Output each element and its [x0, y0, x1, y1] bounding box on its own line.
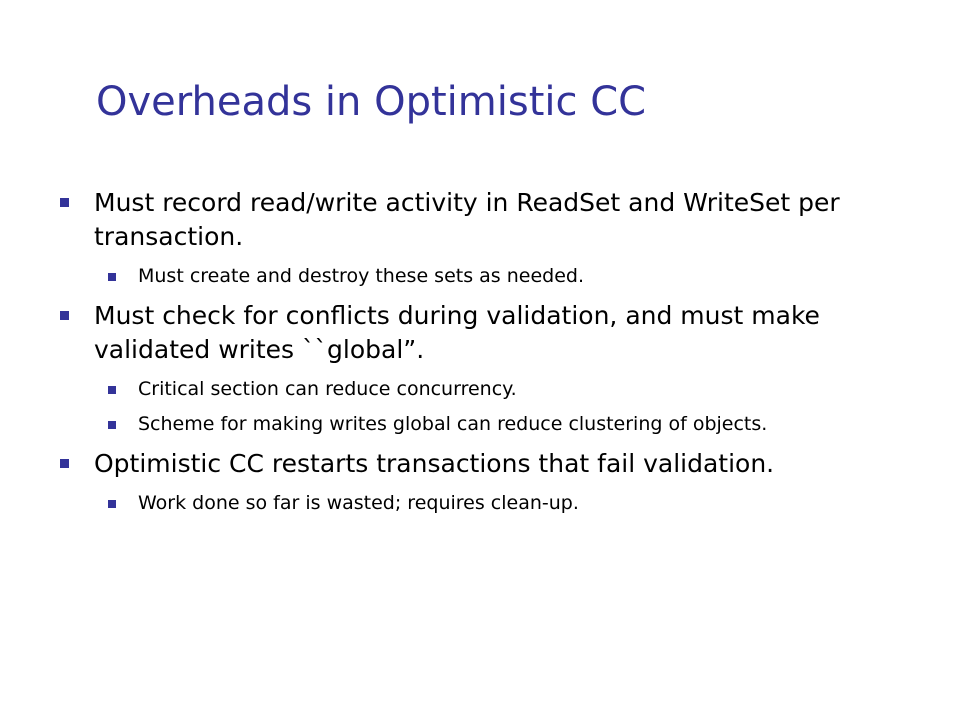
sub-bullet-text: Work done so far is wasted; requires clean-up.	[138, 492, 579, 514]
slide-title: Overheads in Optimistic CC	[96, 79, 647, 125]
sub-bullet-item	[60, 491, 920, 515]
bullet-item	[60, 299, 910, 367]
bullet-item	[60, 186, 910, 254]
square-bullet-icon	[108, 273, 116, 281]
square-bullet-icon	[60, 311, 69, 320]
square-bullet-icon	[60, 459, 69, 468]
sub-bullet-item	[60, 264, 920, 288]
sub-bullet-item	[60, 412, 920, 436]
bullet-text: Must record read/write activity in ReadSet and WriteSet per transaction.	[94, 188, 840, 251]
bullet-text: Optimistic CC restarts transactions that fail validation.	[94, 449, 775, 478]
square-bullet-icon	[108, 386, 116, 394]
bullet-text: Must check for conflicts during validation, and must make validated writes ``global”.	[94, 301, 820, 364]
bullet-item	[60, 447, 910, 481]
sub-bullet-text: Must create and destroy these sets as needed.	[138, 265, 584, 287]
square-bullet-icon	[108, 500, 116, 508]
square-bullet-icon	[60, 198, 69, 207]
sub-bullet-text: Scheme for making writes global can reduce clustering of objects.	[138, 413, 768, 435]
bullet-list	[60, 186, 920, 526]
square-bullet-icon	[108, 421, 116, 429]
sub-bullet-text: Critical section can reduce concurrency.	[138, 378, 517, 400]
sub-bullet-item	[60, 377, 920, 401]
